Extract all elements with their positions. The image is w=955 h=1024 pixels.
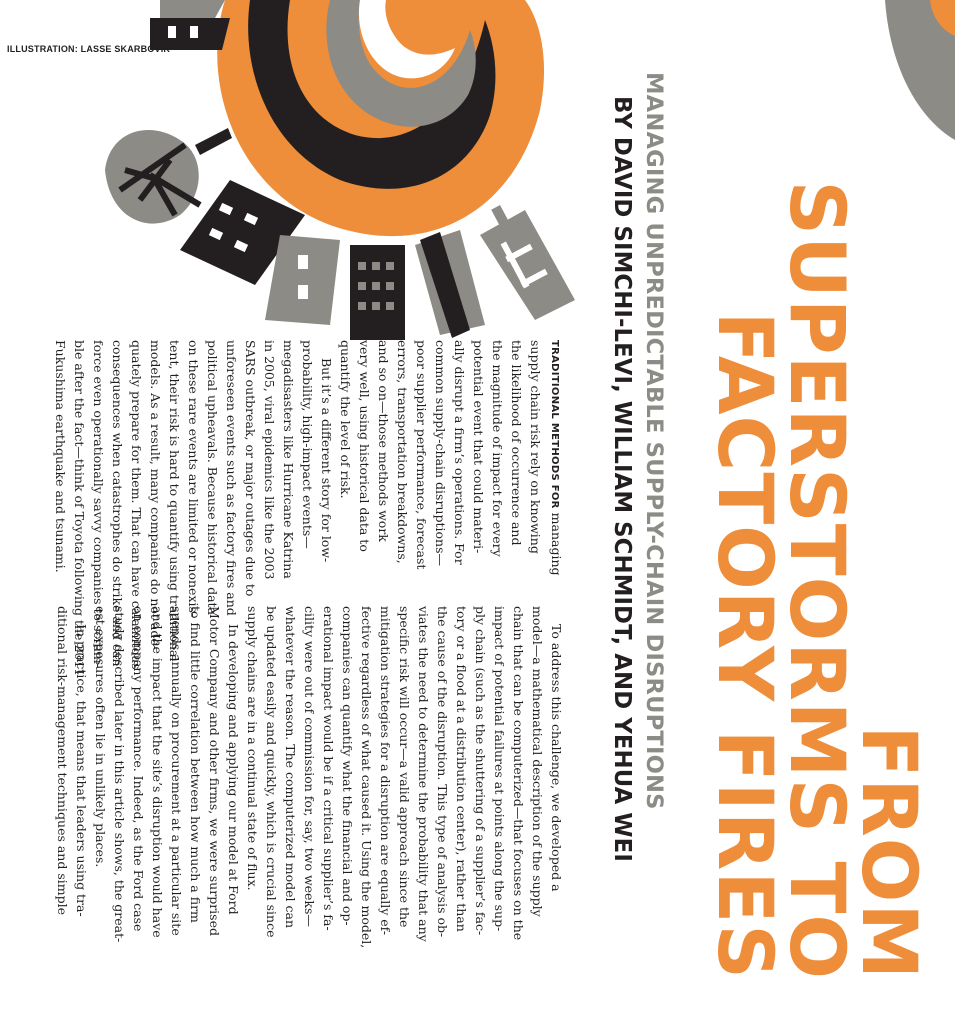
building-black-2 bbox=[350, 245, 405, 340]
column1-line: very well, using historical data to bbox=[357, 340, 372, 552]
title-line-2: SUPERSTORMS TO bbox=[773, 180, 862, 980]
column1-line: probability, high-impact events— bbox=[300, 340, 315, 549]
column2-line: viates the need to determine the probability that any bbox=[416, 606, 431, 942]
column2-line: chain that can be computerized—that focuses on the bbox=[511, 606, 526, 941]
column2-line: be updated easily and quickly, which is crucial since bbox=[264, 606, 279, 938]
column1-line-0: TRADITIONAL METHODS FOR managing bbox=[549, 340, 564, 576]
column2-line: cility were out of commission for, say, two weeks— bbox=[302, 606, 317, 927]
column1-line: ble after the fact—think of Toyota following the 2011 bbox=[72, 340, 87, 677]
column2-line: est exposures often lie in unlikely places. bbox=[93, 606, 108, 868]
column1-line: political upheavals. Because historical data bbox=[205, 340, 220, 616]
column1-line: quantify the level of risk. bbox=[338, 340, 353, 499]
column1-line: potential event that could materi- bbox=[471, 340, 486, 554]
column1-line: But it’s a different story for low- bbox=[319, 358, 334, 563]
title-line-3: FACTORY FIRES bbox=[701, 311, 790, 980]
column2-line: fective regardless of what caused it. Using the model, bbox=[359, 606, 374, 949]
column2-line: supply chains are in a continual state of flux. bbox=[245, 606, 260, 891]
column1-line: common supply-chain disruptions— bbox=[433, 340, 448, 567]
column1-line: Fukushima earthquake and tsunami. bbox=[53, 340, 68, 573]
column1-line: and so on—those methods work bbox=[376, 340, 391, 542]
column2-line: tory or a flood at a distribution center), rather than bbox=[454, 606, 469, 932]
column1-line: ally disrupt a firm’s operations. For bbox=[452, 340, 467, 565]
column1-line: poor supplier performance, forecast bbox=[414, 340, 429, 570]
article-title bbox=[701, 110, 934, 980]
column2-line: To address this challenge, we developed a bbox=[549, 624, 564, 892]
column2-line: companies can quantify what the financial and op- bbox=[340, 606, 355, 926]
column2-line: whatever the reason. The computerized model can bbox=[283, 606, 298, 929]
column2-line: on company performance. Indeed, as the Ford case bbox=[131, 606, 146, 932]
column1-line: the magnitude of impact for every bbox=[490, 340, 505, 557]
column1-line: megadisasters like Hurricane Katrina bbox=[281, 340, 296, 579]
column2-line: study described later in this article shows, the great- bbox=[112, 606, 127, 943]
tower-gray bbox=[480, 205, 575, 320]
column2-line: erational impact would be if a critical supplier’s fa- bbox=[321, 606, 336, 931]
column2-line: spends annually on procurement at a particular site bbox=[169, 606, 184, 936]
article-byline: BY DAVID SIMCHI-LEVI, WILLIAM SCHMIDT, AND YEHUA WEI bbox=[609, 96, 635, 862]
column2-line: impact of potential failures at points along the sup- bbox=[492, 606, 507, 932]
column1-line: unforeseen events such as factory fires and bbox=[224, 340, 239, 616]
column1-line: models. As a result, many companies do not ade- bbox=[148, 340, 163, 650]
column1-line: the likelihood of occurrence and bbox=[509, 340, 524, 546]
column1-line: quately prepare for them. That can have calamitous bbox=[129, 340, 144, 670]
column2-line: and the impact that the site’s disruption would have bbox=[150, 606, 165, 938]
lead-in: TRADITIONAL METHODS FOR bbox=[549, 340, 560, 509]
article-subtitle: MANAGING UNPREDICTABLE SUPPLY-CHAIN DISRUPTIONS bbox=[641, 72, 667, 810]
column2-line: to find little correlation between how much a firm bbox=[188, 606, 203, 923]
column2-line: ditional risk-management techniques and simple bbox=[55, 606, 70, 915]
column1-line: in 2005, viral epidemics like the 2003 bbox=[262, 340, 277, 580]
column2-line: Motor Company and other firms, we were surprised bbox=[207, 606, 222, 936]
column1-line: tent, their risk is hard to quantify using traditional bbox=[167, 340, 182, 662]
body-column-1 bbox=[51, 340, 566, 677]
column1-line: force even operationally savvy companies to scram- bbox=[91, 340, 106, 668]
illustration-credit: ILLUSTRATION: LASSE SKARBOVIK bbox=[7, 44, 171, 54]
column2-line: the cause of the disruption. This type of analysis ob- bbox=[435, 606, 450, 938]
column2-line: mitigation strategies for a disruption are equally ef- bbox=[378, 606, 393, 936]
column1-line: consequences when catastrophes do strike and can bbox=[110, 340, 125, 667]
column1-line: supply chain risk rely on knowing bbox=[528, 340, 543, 554]
column1-line: SARS outbreak, or major outages due to bbox=[243, 340, 258, 597]
column1-line: errors, transportation breakdowns, bbox=[395, 340, 410, 564]
body-column-2 bbox=[53, 606, 566, 950]
column2-line: In developing and applying our model at Ford bbox=[226, 624, 241, 915]
building-top-gray bbox=[160, 0, 225, 18]
column2-line: In practice, that means that leaders using tra- bbox=[74, 624, 89, 917]
title-line-1: FROM bbox=[845, 725, 934, 980]
column1-line: on these rare events are limited or nonexis- bbox=[186, 340, 201, 618]
column2-line: ply chain (such as the shuttering of a supplier’s fac- bbox=[473, 606, 488, 936]
column2-line: model—a mathematical description of the supply bbox=[530, 606, 545, 917]
column2-line: specific risk will occur—a valid approach since the bbox=[397, 606, 412, 928]
